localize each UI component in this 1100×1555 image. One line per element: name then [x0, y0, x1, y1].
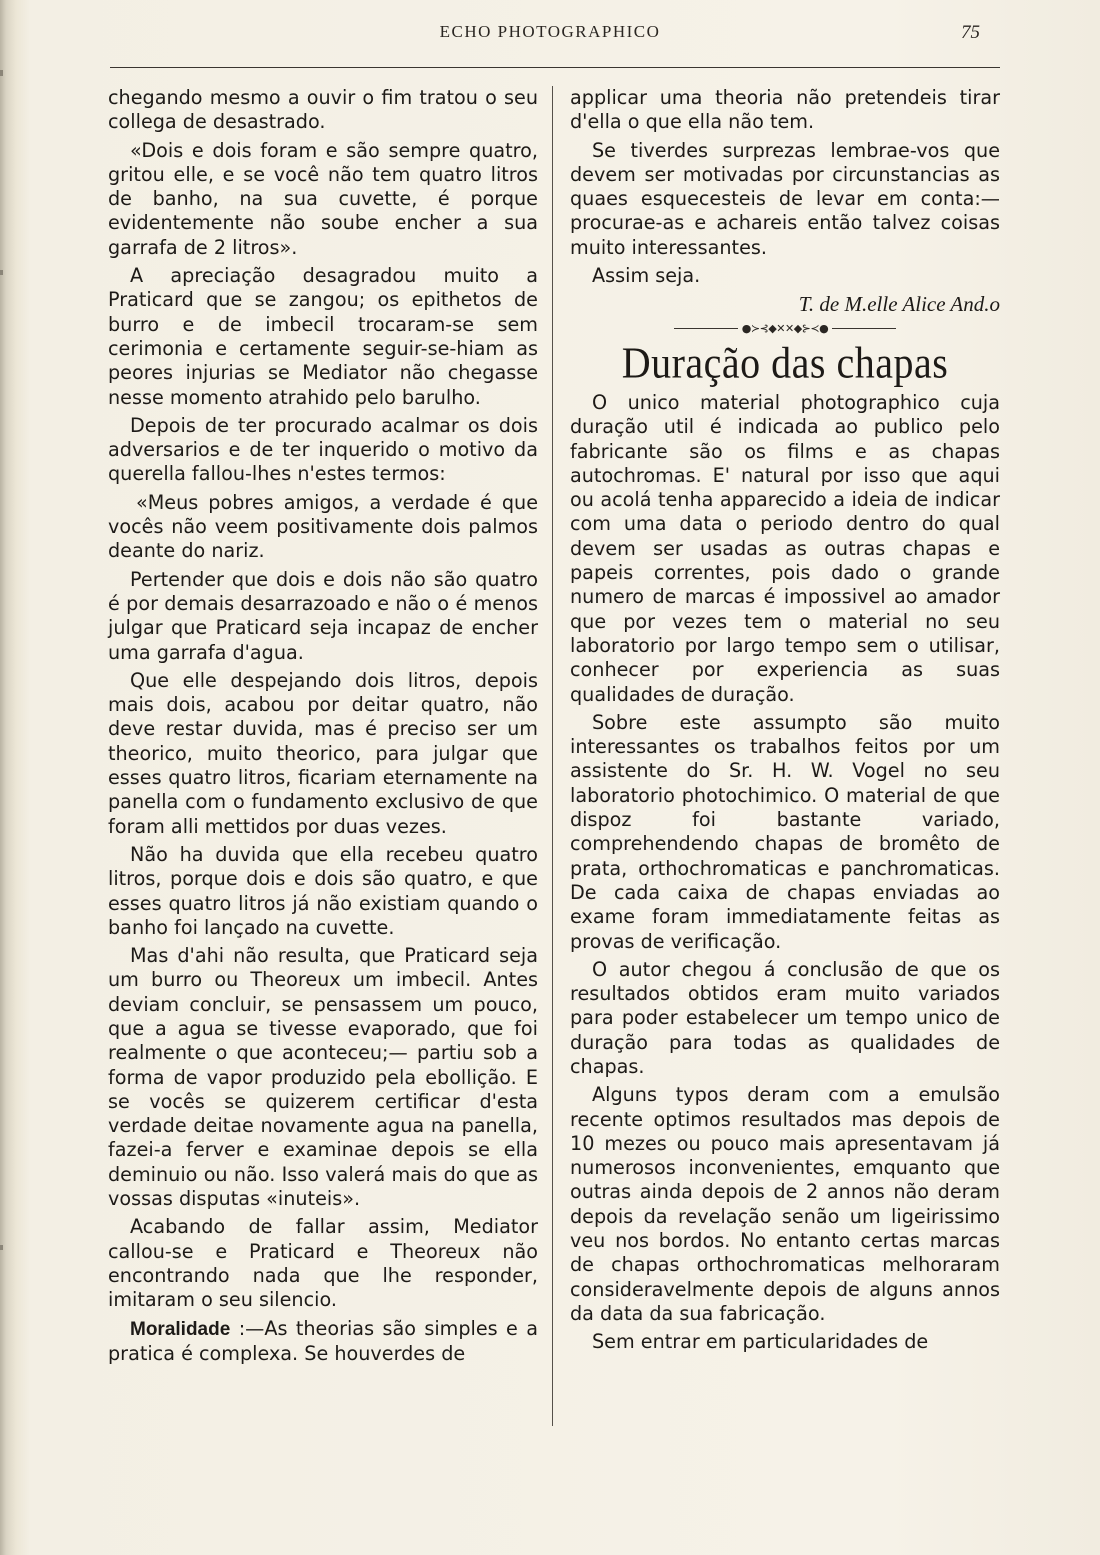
- page-number: 75: [961, 22, 980, 43]
- paragraph: chegando mesmo a ouvir o fim tratou o seu collega de desastrado.: [108, 86, 538, 134]
- edge-mark: [0, 70, 3, 76]
- section-ornament: [570, 321, 1000, 337]
- paragraph: Sem entrar em particularidades de: [592, 1330, 929, 1354]
- paragraph: Que elle despejando dois litros, depois mais dois, acabou por deitar quatro, não deve restar duvida, mas é preciso ser um theorico, muito theorico, para julgar que esses quatro litros, ficariam eternamente na panella com o fundamento exclusivo de que foram alli mettidos por duas vezes.: [108, 668, 538, 838]
- paragraph: A apreciação desagradou muito a Praticard que se zangou; os epithetos de burro e de imbecil trocaram-se sem cerimonia e certamente seguir-se-hiam as peores injurias se Mediator não chegasse nesse momento atrahido pelo barulho.: [108, 264, 538, 409]
- paragraph: Assim seja.: [592, 264, 701, 288]
- moral-label: Moralidade: [130, 1318, 231, 1340]
- author-signature: T. de M.elle Alice And.o: [798, 292, 1000, 317]
- left-column: [108, 86, 538, 1370]
- paragraph: applicar uma theoria não pretendeis tirar d'ella o que ella não tem.: [570, 86, 1000, 134]
- ornament-line: [674, 328, 738, 329]
- ornament-glyphs: ●≻⊰◆✕✕◆⊱≺●: [741, 321, 829, 335]
- paragraph: Sobre este assumpto são muito interessantes os trabalhos feitos por um assistente do Sr. H. W. Vogel no seu laboratorio photochimico. O material de que dispoz foi bastante variado, comprehendendo chapas de bromêto de prata, orthochromaticas e panchromaticas. De cada caixa de chapas enviadas ao exame foram immediatamente feitas as provas de verificação.: [570, 710, 1000, 953]
- paragraph: Não ha duvida que ella recebeu quatro litros, porque dois e dois são quatro, e que esses quatro litros já não existiam quando o banho foi lançado na cuvette.: [108, 842, 538, 939]
- paragraph: Alguns typos deram com a emulsão recente optimos resultados mas depois de 10 mezes ou pouco mais apresentavam já numerosos inconvenientes, emquanto que outras ainda depois de 2 annos não deram depois da revelação senão um ligeirissimo veu nos bordos. No entanto certas marcas de chapas orthochromaticas melhoraram consideravelmente depois de alguns annos da data da sua fabricação.: [570, 1083, 1000, 1325]
- paragraph: Depois de ter procurado acalmar os dois adversarios e de ter inquerido o motivo da querella fallou-lhes n'estes termos:: [108, 413, 538, 486]
- moral-paragraph: [108, 1317, 538, 1367]
- edge-mark: [0, 270, 3, 275]
- paragraph: «Meus pobres amigos, a verdade é que vocês não veem positivamente dois palmos deante do nariz.: [108, 490, 538, 563]
- right-column: [570, 86, 1000, 1359]
- header-rule: [110, 67, 1000, 68]
- paragraph: Mas d'ahi não resulta, que Praticard seja um burro ou Theoreux um imbecil. Antes deviam concluir, se pensassem um pouco, que a agua se tivesse evaporado, que foi realmente o que aconteceu;— partiu sob a forma de vapor produzido pela ebollição. E se vocês se quizerem certificar d'esta verdade deitae novamente agua na panella, fazei-a ferver e examinae depois se ella deminuio ou não. Isso valerá mais do que as vossas disputas «inuteis».: [108, 944, 538, 1211]
- column-rule: [552, 86, 553, 1426]
- ornament-line: [832, 328, 896, 329]
- paragraph: Pertender que dois e dois não são quatro é por demais desarrazoado e não o é menos julgar que Praticard seja incapaz de encher uma garrafa d'agua.: [108, 567, 538, 664]
- article-title: Duração das chapas: [621, 336, 949, 388]
- running-title: ECHO PHOTOGRAPHICO: [439, 22, 661, 41]
- moral-text: :—As theorias são simples e a pratica é complexa. Se houverdes de: [108, 1316, 538, 1365]
- paragraph: Acabando de fallar assim, Mediator callou-se e Praticard e Theoreux não encontrando nada que lhe responder, imitaram o seu silencio.: [108, 1215, 538, 1312]
- paragraph: «Dois e dois foram e são sempre quatro, gritou elle, e se você não tem quatro litros de banho, na sua cuvette, é porque evidentemente não soube encher a sua garrafa de 2 litros».: [108, 138, 538, 259]
- edge-mark: [0, 1245, 3, 1250]
- paragraph: Se tiverdes surprezas lembrae-vos que devem ser motivadas por circunstancias as quaes esquecesteis de levar em conta:—procurae-as e achareis então talvez coisas muito interessantes.: [570, 138, 1000, 259]
- paragraph: O unico material photographico cuja duração util é indicada ao publico pelo fabricante são os films e as chapas autochromas. E' natural por isso que aqui ou acolá tenha apparecido a ideia de indicar com uma data o periodo dentro do qual devem ser usadas as outras chapas e papeis correntes, pois dado o grande numero de marcas é impossivel ao amador que por vezes tem o material no seu laboratorio por largo tempo sem o utilisar, conhecer por experiencia as suas qualidades de duração.: [570, 390, 1000, 706]
- paragraph: O autor chegou á conclusão de que os resultados obtidos eram muito variados para poder estabelecer um tempo unico de duração para todas as qualidades de chapas.: [570, 957, 1000, 1078]
